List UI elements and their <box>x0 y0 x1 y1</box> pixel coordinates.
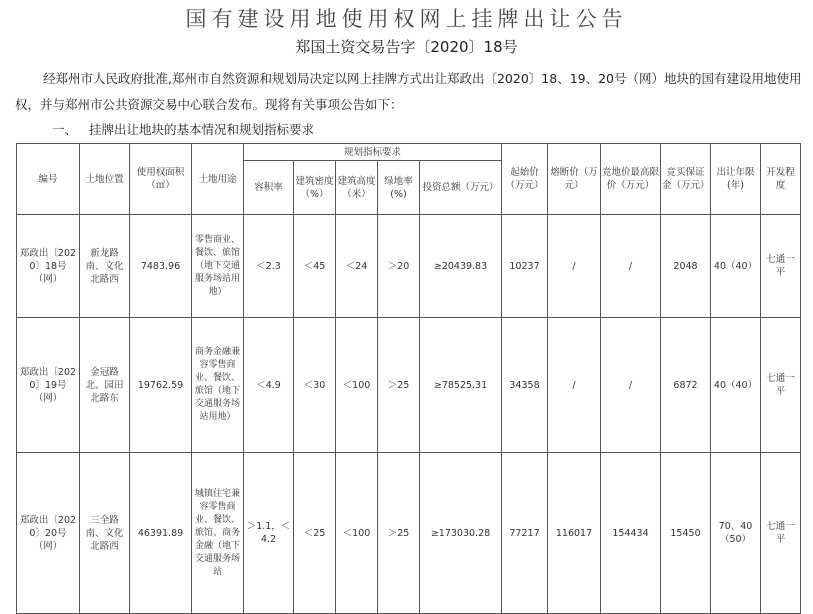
header-location: 土地位置 <box>80 144 130 215</box>
cell-start-price: 10237 <box>502 215 548 318</box>
header-dev-level: 开发程度 <box>761 144 801 215</box>
cell-deposit: 2048 <box>661 215 711 318</box>
header-id: 编号 <box>17 144 80 215</box>
cell-dev-level: 七通一平 <box>761 453 801 614</box>
cell-dev-level: 七通一平 <box>761 215 801 318</box>
intro-paragraph: 经郑州市人民政府批准,郑州市自然资源和规划局决定以网上挂牌方式出让郑政出〔2020〕18、19、20号（网）地块的国有建设用地使用权，并与郑州市公共资源交易中心联合发布。现将有关事项公告如下： <box>15 71 802 112</box>
cell-green: ＞25 <box>378 453 420 614</box>
cell-id: 郑政出〔2020〕19号（网） <box>17 318 80 453</box>
cell-dev-level: 七通一平 <box>761 318 801 453</box>
header-circuit-price: 熔断价（万元） <box>548 144 601 215</box>
cell-term: 40（40） <box>711 215 761 318</box>
cell-far: ＜2.3 <box>244 215 294 318</box>
page-title: 国有建设用地使用权网上挂牌出让公告 <box>185 7 628 31</box>
land-parcel-table <box>16 143 801 614</box>
cell-density: ＜45 <box>294 215 336 318</box>
header-usage: 土地用途 <box>192 144 244 215</box>
cell-location: 金冠路北、园田北路东 <box>80 318 130 453</box>
cell-usage: 城镇住宅兼容零售商业、餐饮、旅馆、商务金融（地下交通服务场站 <box>192 453 244 614</box>
cell-location: 三全路南、文化北路西 <box>80 453 130 614</box>
cell-usage: 零售商业、餐饮、旅馆（地下交通服务场站用地） <box>192 215 244 318</box>
cell-far: ＞1.1，＜4.2 <box>244 453 294 614</box>
cell-area: 19762.59 <box>130 318 192 453</box>
header-density: 建筑密度（%） <box>294 161 336 215</box>
cell-circuit-price: 116017 <box>548 453 601 614</box>
header-green: 绿地率(%) <box>378 161 420 215</box>
section-number: 一、 <box>52 122 78 137</box>
document-number: 郑国土资交易告字〔2020〕18号 <box>295 38 518 56</box>
cell-investment: ≥78525.31 <box>420 318 502 453</box>
cell-height: ＜100 <box>336 453 378 614</box>
cell-circuit-price: / <box>548 215 601 318</box>
header-planning-group: 规划指标要求 <box>244 144 502 161</box>
cell-density: ＜25 <box>294 453 336 614</box>
cell-housing-price: / <box>601 215 661 318</box>
header-term: 出让年限(年) <box>711 144 761 215</box>
cell-area: 46391.89 <box>130 453 192 614</box>
cell-circuit-price: / <box>548 318 601 453</box>
cell-density: ＜30 <box>294 318 336 453</box>
cell-area: 7483.96 <box>130 215 192 318</box>
table-row <box>17 318 801 453</box>
cell-far: ＜4.9 <box>244 318 294 453</box>
cell-location: 新龙路南、文化北路西 <box>80 215 130 318</box>
cell-usage: 商务金融兼容零售商业、餐饮、旅馆（地下交通服务场站用地） <box>192 318 244 453</box>
cell-housing-price: / <box>601 318 661 453</box>
header-start-price: 起始价（万元） <box>502 144 548 215</box>
cell-term: 70、40（50） <box>711 453 761 614</box>
cell-id: 郑政出〔2020〕20号（网） <box>17 453 80 614</box>
header-height: 建筑高度（米） <box>336 161 378 215</box>
section-heading <box>52 120 326 138</box>
table-row <box>17 215 801 318</box>
cell-deposit: 15450 <box>661 453 711 614</box>
cell-term: 40（40） <box>711 318 761 453</box>
cell-height: ＜100 <box>336 318 378 453</box>
section-title: 挂牌出让地块的基本情况和规划指标要求 <box>89 122 315 137</box>
cell-investment: ≥173030.28 <box>420 453 502 614</box>
cell-green: ＞25 <box>378 318 420 453</box>
header-investment: 投资总额（万元） <box>420 161 502 215</box>
cell-housing-price: 154434 <box>601 453 661 614</box>
cell-id: 郑政出〔2020〕18号（网） <box>17 215 80 318</box>
cell-investment: ≥20439.83 <box>420 215 502 318</box>
header-deposit: 竞买保证金（万元） <box>661 144 711 215</box>
cell-deposit: 6872 <box>661 318 711 453</box>
table-row <box>17 453 801 614</box>
header-housing-price: 竞地价最高限价（万元） <box>601 144 661 215</box>
header-area: 使用权面积（㎡） <box>130 144 192 215</box>
cell-green: ＞20 <box>378 215 420 318</box>
header-far: 容积率 <box>244 161 294 215</box>
cell-start-price: 77217 <box>502 453 548 614</box>
cell-start-price: 34358 <box>502 318 548 453</box>
cell-height: ＜24 <box>336 215 378 318</box>
